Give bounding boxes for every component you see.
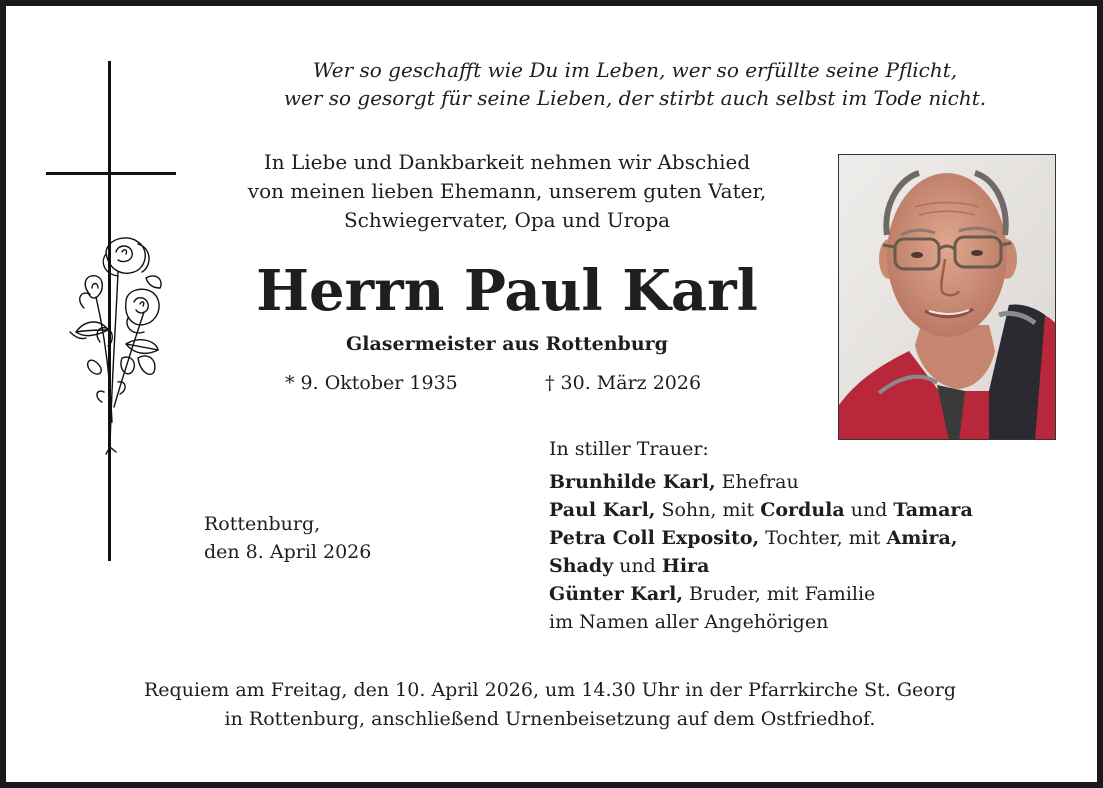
mourners-heading: In stiller Trauer: <box>549 438 709 460</box>
portrait-photo <box>838 154 1056 440</box>
mourner-entry <box>549 580 973 608</box>
roses-icon <box>66 232 170 460</box>
place-line: Rottenburg, <box>204 513 321 535</box>
motto-line-1: Wer so geschafft wie Du im Leben, wer so erfüllte seine Pflicht, <box>312 58 958 82</box>
mourner-conjunction: und <box>844 499 894 521</box>
mourner-relation: Bruder, mit Familie <box>683 583 876 605</box>
birth-date: * 9. Oktober 1935 <box>285 372 458 394</box>
mourner-name: Petra Coll Exposito, <box>549 527 760 549</box>
mourner-conjunction: und <box>613 555 662 577</box>
intro-line-3: Schwiegervater, Opa und Uropa <box>343 208 671 232</box>
portrait-image <box>839 155 1056 440</box>
requiem-notice <box>20 676 1080 734</box>
mourner-name: Amira, <box>886 527 958 549</box>
mourner-relation: Sohn, mit <box>655 499 761 521</box>
intro-line-2: von meinen lieben Ehemann, unserem guten Vater, <box>247 179 767 203</box>
mourners-list <box>549 435 973 636</box>
mourner-name: Tamara <box>893 499 973 521</box>
place-date <box>204 510 371 566</box>
deceased-name: Herrn Paul Karl <box>256 258 758 324</box>
requiem-line-2: in Rottenburg, anschließend Urnenbeisetzung auf dem Ostfriedhof. <box>224 708 876 730</box>
mourner-name: Hira <box>661 555 710 577</box>
intro-text <box>180 148 834 235</box>
intro-line-1: In Liebe und Dankbarkeit nehmen wir Abschied <box>263 150 751 174</box>
date-line: den 8. April 2026 <box>204 541 372 563</box>
mourner-name: Günter Karl, <box>549 583 684 605</box>
motto-line-2: wer so gesorgt für seine Lieben, der stirbt auch selbst im Tode nicht. <box>283 86 987 110</box>
mourner-entry <box>549 468 973 496</box>
mourner-name: Cordula <box>760 499 845 521</box>
death-date: † 30. März 2026 <box>545 372 702 394</box>
requiem-line-1: Requiem am Freitag, den 10. April 2026, um 14.30 Uhr in der Pfarrkirche St. Georg <box>144 679 956 701</box>
mourner-relation: Ehefrau <box>715 471 799 493</box>
mourners-closing: im Namen aller Angehörigen <box>549 611 829 633</box>
mourner-name: Brunhilde Karl, <box>549 471 716 493</box>
mourner-entry <box>549 496 973 524</box>
motto <box>200 56 1070 112</box>
mourner-name: Shady <box>549 555 614 577</box>
mourner-name: Paul Karl, <box>549 499 656 521</box>
deceased-profession: Glasermeister aus Rottenburg <box>346 333 668 355</box>
mourner-relation: Tochter, mit <box>759 527 887 549</box>
mourner-entry <box>549 524 973 552</box>
mourner-entry <box>549 552 973 580</box>
cross-bar <box>46 172 176 175</box>
